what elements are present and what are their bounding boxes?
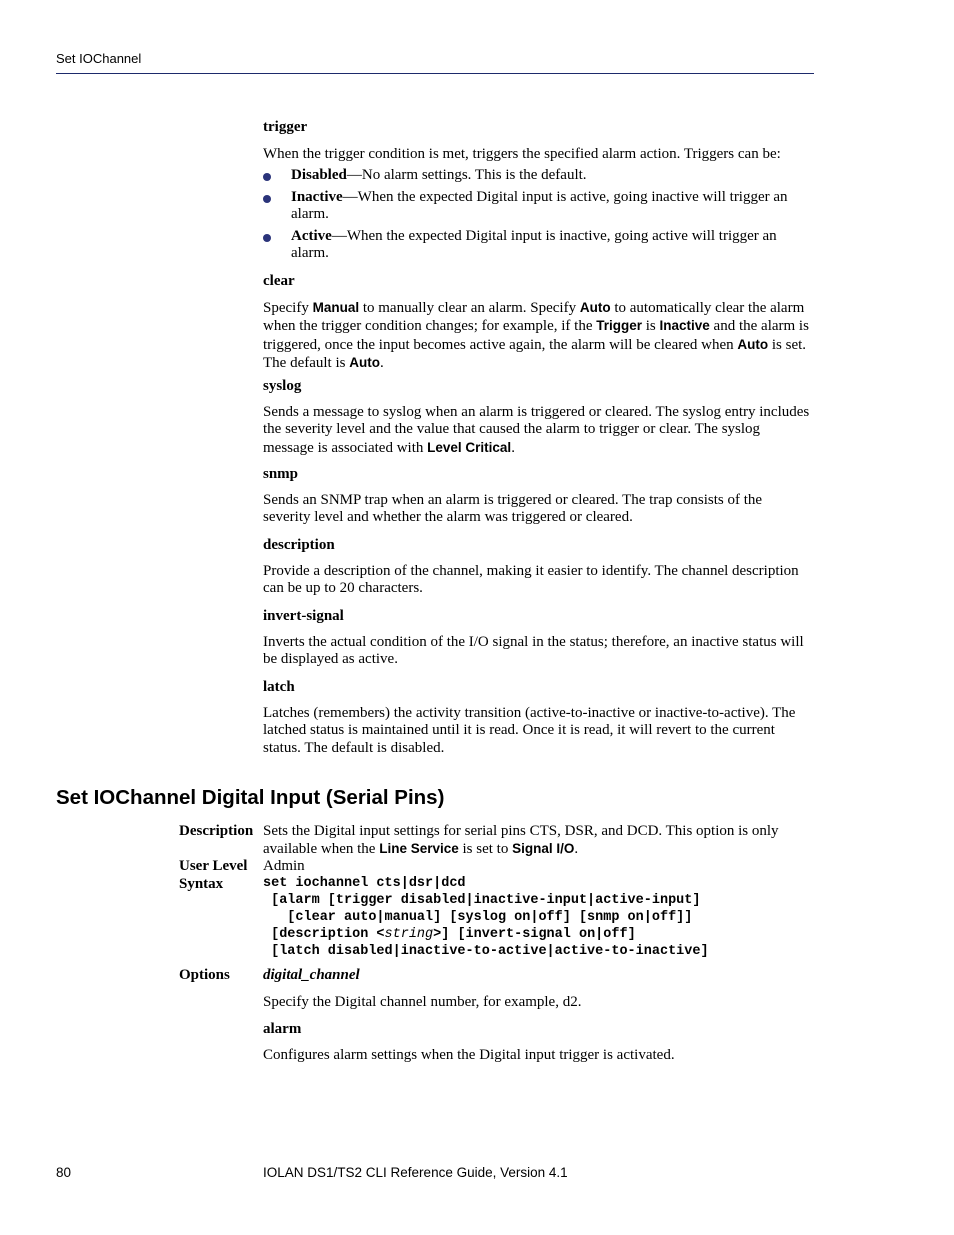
keyword: Manual <box>312 300 360 315</box>
latch-text: Latches (remembers) the activity transition (active-to-inactive or inactive-to-active). The latched status is maintained until it is read. Once it is read, it will revert to the current status. The default is disabled. <box>263 705 796 756</box>
option-term-alarm: alarm <box>263 1021 302 1037</box>
description-label: Description <box>179 823 254 839</box>
keyword: Trigger <box>596 318 642 334</box>
bullet-label: Inactive <box>291 189 343 205</box>
syntax-line-2: [alarm [trigger disabled|inactive-input|active-input] <box>263 893 701 908</box>
syntax-line-5: [latch disabled|inactive-to-active|active-to-inactive] <box>263 944 709 959</box>
syntax-line-3: [clear auto|manual] [syslog on|off] [snmp on|off]] <box>263 910 693 925</box>
clear-text: Specify Manual to manually clear an alarm. Specify Auto to automatically clear the alarm when the trigger condition changes; for example, if the Trigger is Inactive and the alarm is triggered, once the input becomes active again, the alarm will be cleared when Auto is set. The default is Auto. <box>263 300 809 372</box>
page-number: 80 <box>56 1165 72 1180</box>
footer-title: IOLAN DS1/TS2 CLI Reference Guide, Version 4.1 <box>263 1165 568 1180</box>
keyword: Auto <box>737 336 769 352</box>
bullet-text: —When the expected Digital input is active, going inactive will trigger an alarm. <box>291 189 788 223</box>
invert-signal-text: Inverts the actual condition of the I/O signal in the status; therefore, an inactive status will be displayed as active. <box>263 634 804 668</box>
bullet-text: —No alarm settings. This is the default. <box>346 167 587 183</box>
header-rule <box>56 73 814 74</box>
bullet-text: —When the expected Digital input is inactive, going active will trigger an alarm. <box>291 228 777 262</box>
bullet-label: Active <box>291 228 332 244</box>
user-level-value: Admin <box>263 858 305 874</box>
description-text: Provide a description of the channel, making it easier to identify. The channel description can be up to 20 characters. <box>263 563 799 597</box>
bullet-icon <box>263 173 271 181</box>
syntax-label: Syntax <box>179 876 224 892</box>
option-term-trigger: trigger <box>263 119 308 135</box>
syntax-line-4: [description <string>] [invert-signal on|off] <box>263 927 636 942</box>
option-term-syslog: syslog <box>263 378 302 394</box>
syslog-text: Sends a message to syslog when an alarm is triggered or cleared. The syslog entry includes the severity level and the value that caused the alarm to trigger or clear. The syslog message is associated with Level Critical. <box>263 404 810 456</box>
keyword: Level Critical <box>427 439 512 455</box>
bullet-icon <box>263 195 271 203</box>
syntax-placeholder: string <box>384 927 434 942</box>
snmp-text: Sends an SNMP trap when an alarm is triggered or cleared. The trap consists of the severity level and whether the alarm was triggered or cleared. <box>263 492 763 526</box>
option-term-description: description <box>263 537 335 553</box>
option-term-snmp: snmp <box>263 466 299 482</box>
syntax-line-1: set iochannel cts|dsr|dcd <box>263 876 466 891</box>
user-level-label: User Level <box>179 858 248 874</box>
options-label: Options <box>179 967 230 983</box>
bullet-label: Disabled <box>291 167 347 183</box>
option-term-clear: clear <box>263 273 295 289</box>
bullet-icon <box>263 234 271 242</box>
running-header: Set IOChannel <box>56 51 142 66</box>
trigger-intro: When the trigger condition is met, triggers the specified alarm action. Triggers can be: <box>263 146 781 162</box>
option-term-latch: latch <box>263 679 295 695</box>
alarm-text: Configures alarm settings when the Digital input trigger is activated. <box>263 1047 675 1063</box>
keyword: Inactive <box>659 318 710 334</box>
keyword: Auto <box>349 355 380 371</box>
keyword: Signal I/O <box>512 841 575 857</box>
digital-channel-text: Specify the Digital channel number, for example, d2. <box>263 994 582 1010</box>
keyword: Line Service <box>379 841 459 857</box>
section-heading: Set IOChannel Digital Input (Serial Pins) <box>56 786 445 809</box>
description-value: Sets the Digital input settings for serial pins CTS, DSR, and DCD. This option is only available when the Line Service is set to Signal I/O. <box>263 823 779 858</box>
option-term-invert-signal: invert-signal <box>263 608 344 624</box>
keyword: Auto <box>579 300 611 315</box>
option-term-digital-channel: digital_channel <box>263 967 360 983</box>
